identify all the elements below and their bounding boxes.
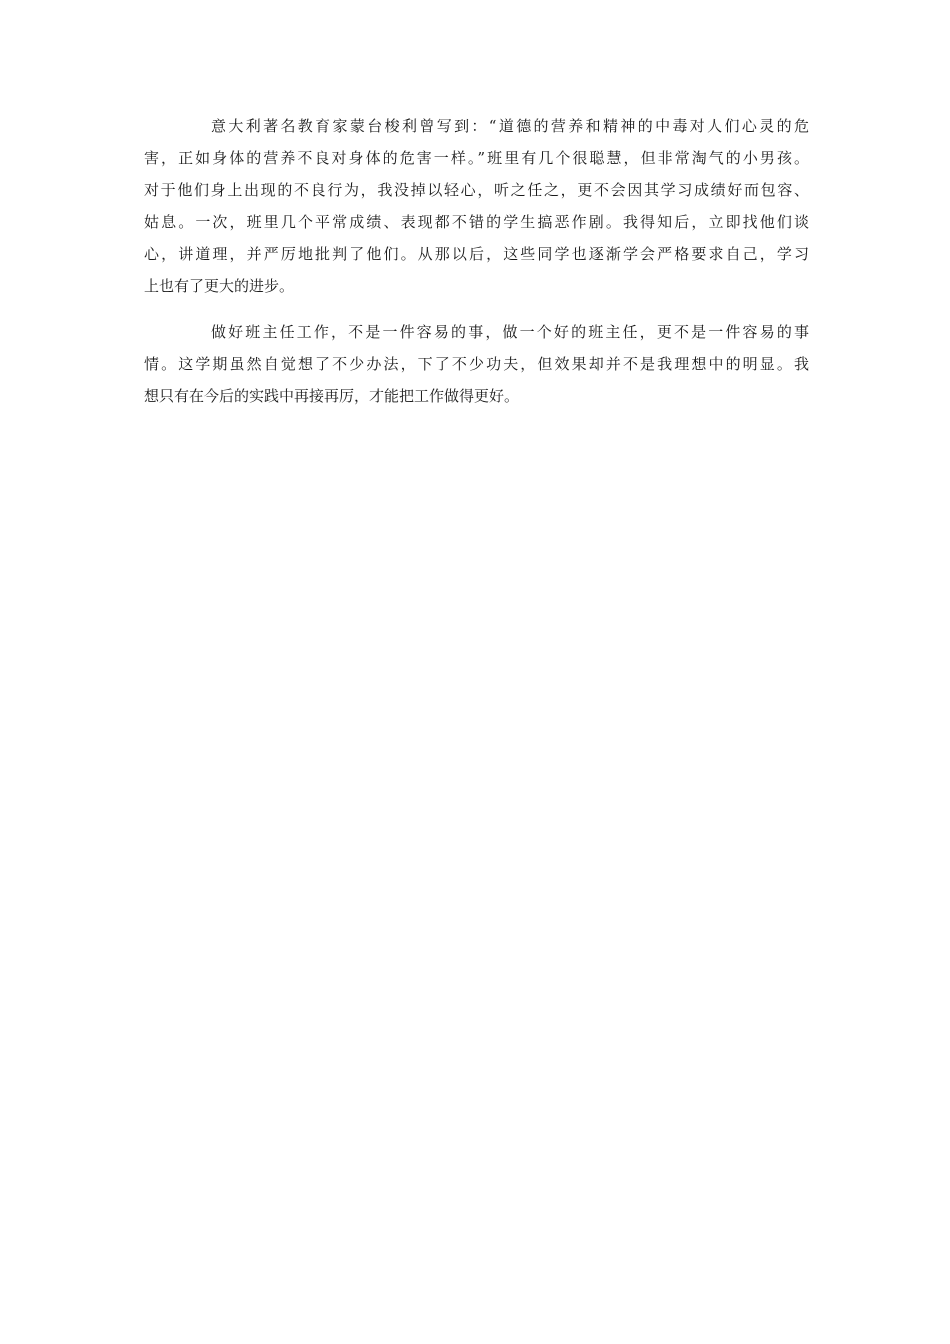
paragraph-line: 做好班主任工作，不是一件容易的事，做一个好的班主任，更不是一件容易的事 [211, 323, 809, 341]
paragraph-line: 害，正如身体的营养不良对身体的危害一样。”班里有几个很聪慧，但非常淘气的小男孩。 [144, 149, 809, 167]
paragraph-line: 心，讲道理，并严厉地批判了他们。从那以后，这些同学也逐渐学会严格要求自己，学习 [144, 245, 809, 263]
paragraph-line: 意大利著名教育家蒙台梭利曾写到：“道德的营养和精神的中毒对人们心灵的危 [211, 117, 809, 135]
paragraph-line: 上也有了更大的进步。 [144, 277, 295, 295]
document-body [144, 110, 809, 426]
paragraph-line: 对于他们身上出现的不良行为，我没掉以轻心，听之任之，更不会因其学习成绩好而包容、 [144, 181, 809, 199]
paragraph-1 [144, 110, 809, 302]
paragraph-2 [144, 316, 809, 412]
paragraph-line: 情。这学期虽然自觉想了不少办法，下了不少功夫，但效果却并不是我理想中的明显。我 [144, 355, 809, 373]
paragraph-line: 姑息。一次，班里几个平常成绩、表现都不错的学生搞恶作剧。我得知后，立即找他们谈 [144, 213, 809, 231]
paragraph-line: 想只有在今后的实践中再接再厉，才能把工作做得更好。 [144, 387, 520, 405]
